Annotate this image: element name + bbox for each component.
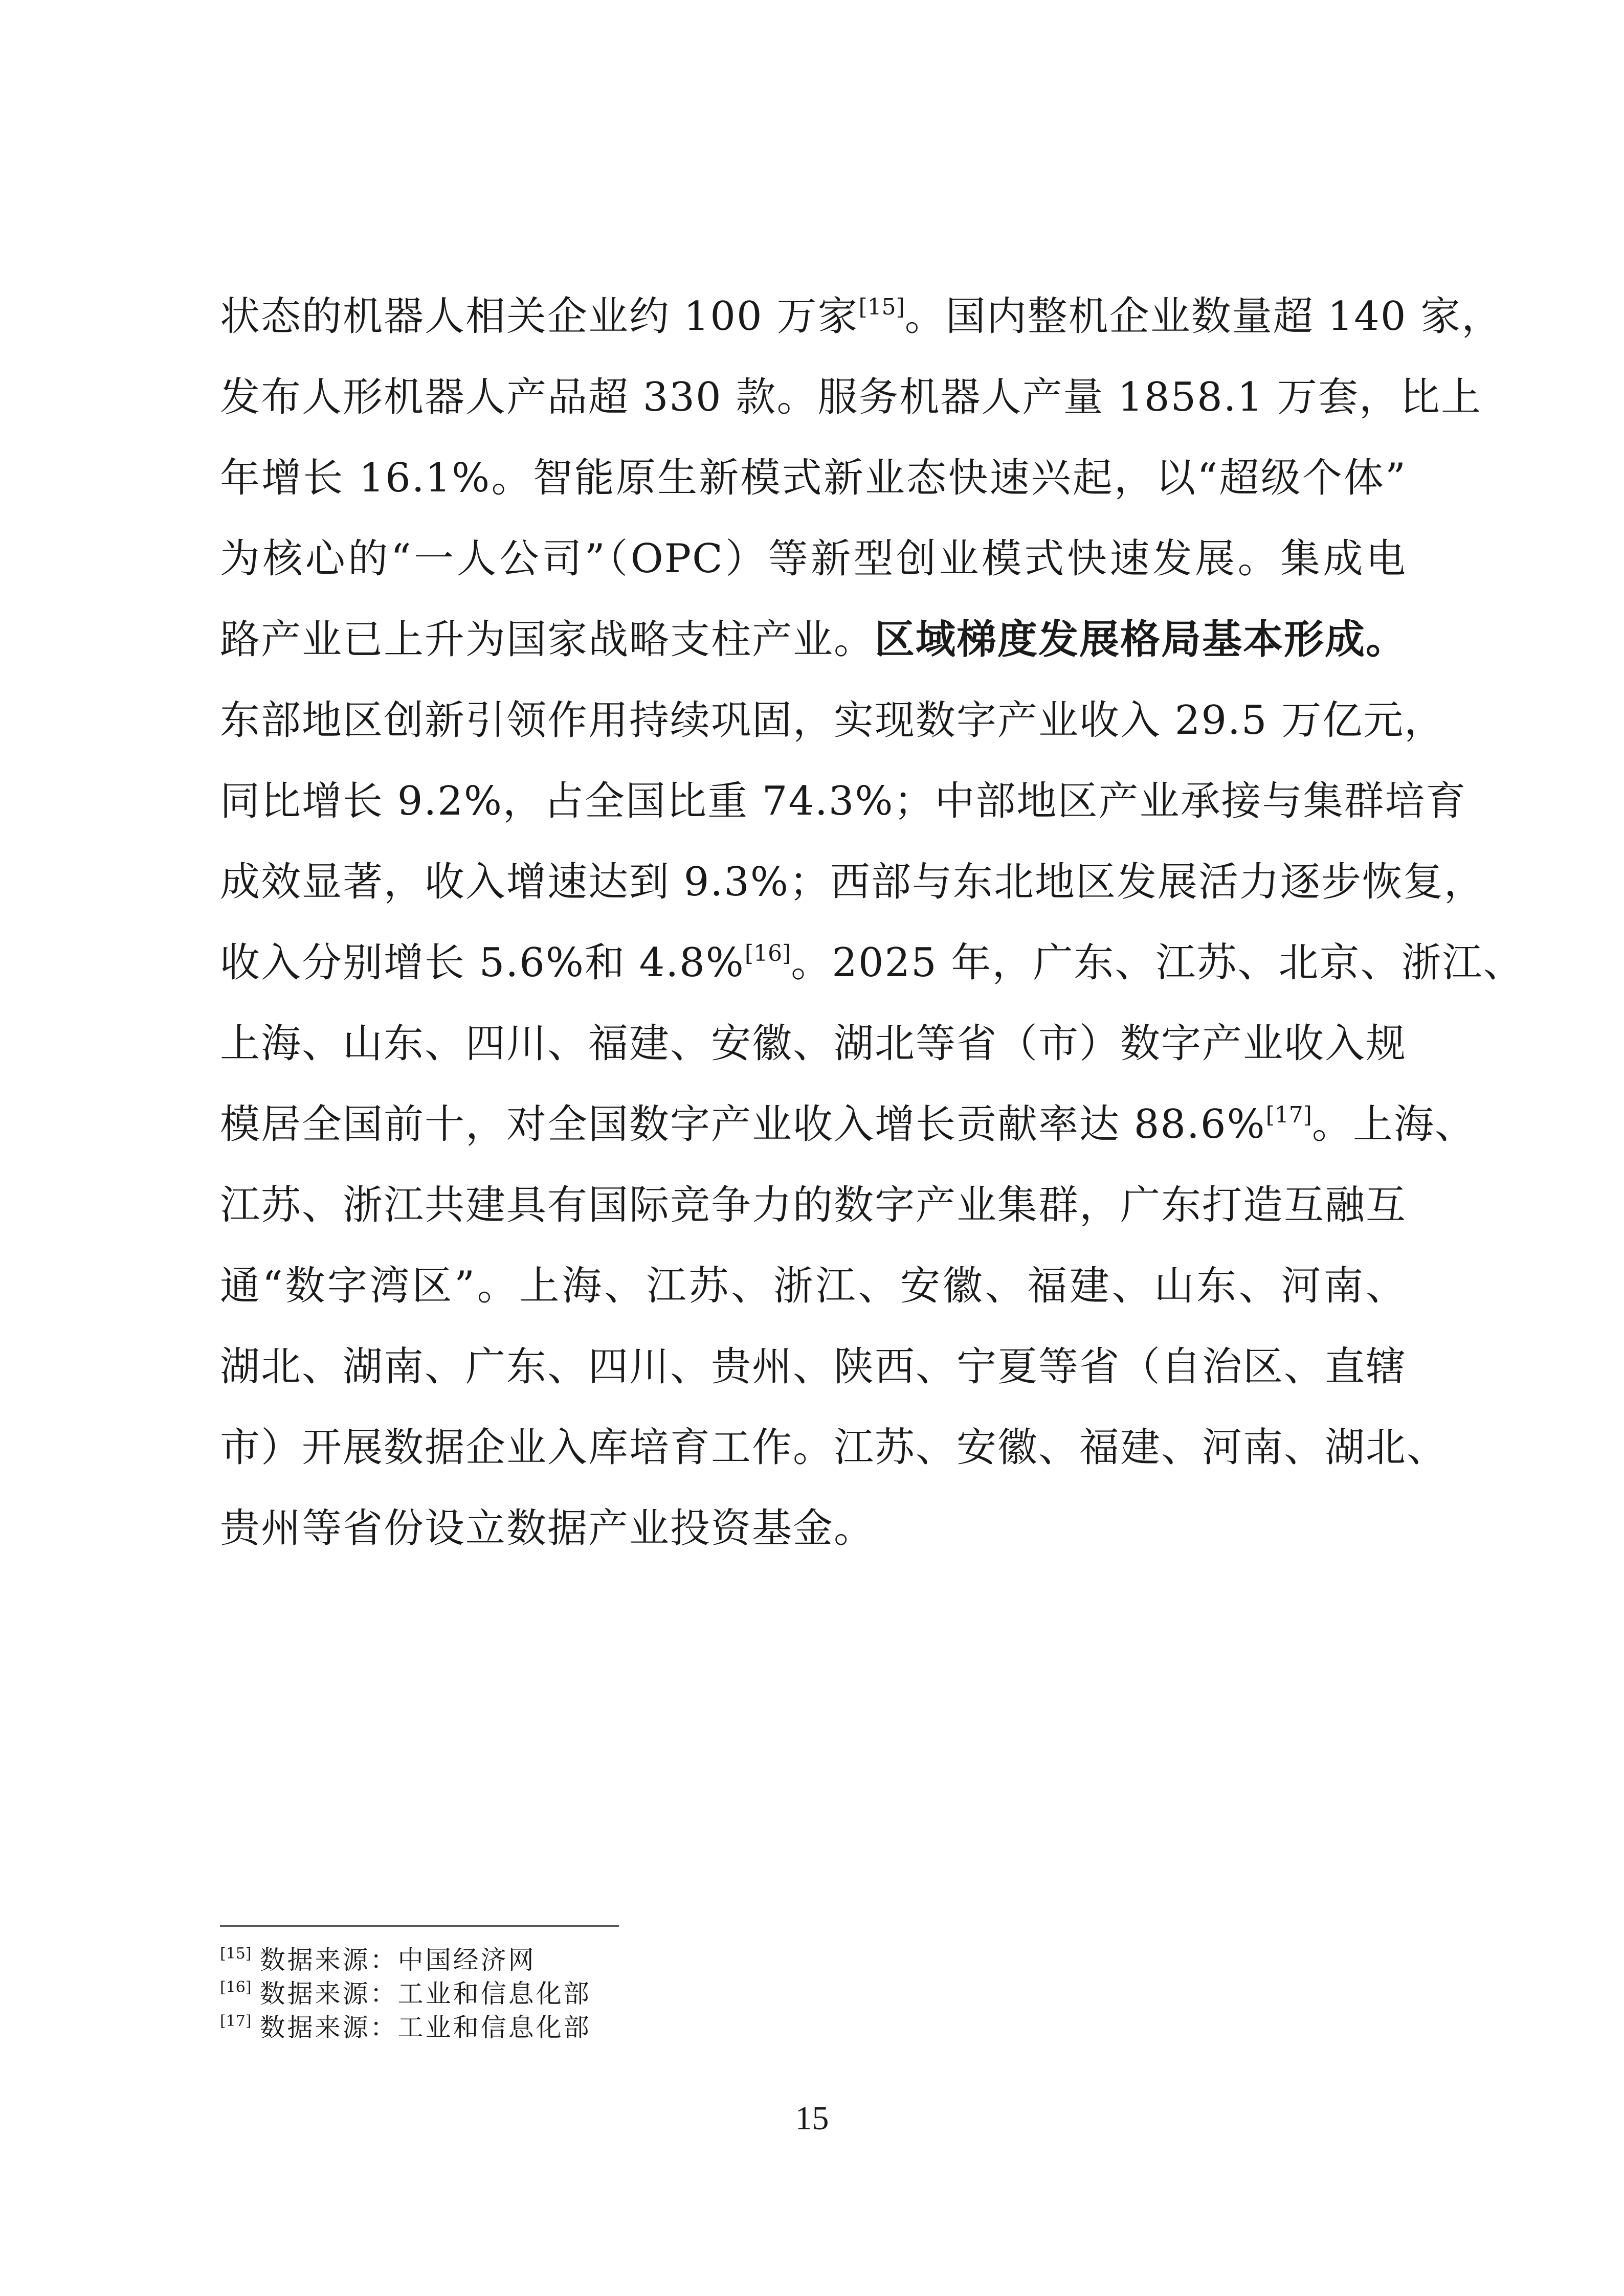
footnote-item bbox=[220, 1977, 936, 2011]
body-line: 成效显著，收入增速达到 9.3%；西部与东北地区发展活力逐步恢复， bbox=[220, 859, 1485, 905]
footnote-divider bbox=[220, 1925, 619, 1927]
body-line: 为核心的“一人公司”（OPC）等新型创业模式快速发展。集成电 bbox=[220, 536, 1407, 582]
body-paragraph bbox=[220, 276, 1524, 1569]
body-line: 东部地区创新引领作用持续巩固，实现数字产业收入 29.5 万亿元， bbox=[220, 697, 1445, 744]
footnotes bbox=[220, 1943, 936, 2044]
footnote-ref-17[interactable]: [17] bbox=[1265, 1102, 1312, 1128]
footnote-ref-15[interactable]: [15] bbox=[858, 294, 905, 320]
text-run: 。2025 年，广东、江苏、北京、浙江、 bbox=[791, 940, 1524, 986]
footnote-text: 数据来源：工业和信息化部 bbox=[259, 1979, 591, 2009]
text-run: 收入分别增长 5.6%和 4.8% bbox=[220, 940, 745, 986]
footnote-number: [16] bbox=[220, 1978, 252, 1996]
body-line: 发布人形机器人产品超 330 款。服务机器人产量 1858.1 万套，比上 bbox=[220, 374, 1482, 420]
body-line bbox=[220, 1084, 1476, 1165]
footnote-text: 数据来源：中国经济网 bbox=[259, 1945, 536, 1975]
text-run: 状态的机器人相关企业约 100 万家 bbox=[220, 294, 859, 340]
text-run: 路产业已上升为国家战略支柱产业。 bbox=[220, 617, 875, 663]
text-run: 。国内整机企业数量超 140 家， bbox=[904, 294, 1503, 340]
body-line: 江苏、浙江共建具有国际竞争力的数字产业集群，广东打造互融互 bbox=[220, 1182, 1407, 1228]
text-run: 。上海、 bbox=[1311, 1101, 1476, 1147]
footnote-item bbox=[220, 2011, 936, 2044]
body-line: 市）开展数据企业入库培育工作。江苏、安徽、福建、河南、湖北、 bbox=[220, 1425, 1448, 1471]
body-line bbox=[220, 922, 1524, 1003]
text-run: 模居全国前十，对全国数字产业收入增长贡献率达 88.6% bbox=[220, 1101, 1266, 1147]
page-number: 15 bbox=[795, 2100, 829, 2137]
footnote-text: 数据来源：工业和信息化部 bbox=[259, 2013, 591, 2042]
footnote-item bbox=[220, 1943, 936, 1977]
footnote-ref-16[interactable]: [16] bbox=[744, 940, 791, 966]
footnote-number: [15] bbox=[220, 1945, 252, 1963]
footnote-number: [17] bbox=[220, 2012, 252, 2030]
body-line: 上海、山东、四川、福建、安徽、湖北等省（市）数字产业收入规 bbox=[220, 1021, 1407, 1067]
body-line: 年增长 16.1%。智能原生新模式新业态快速兴起，以“超级个体” bbox=[220, 455, 1407, 501]
body-line bbox=[220, 276, 1503, 357]
bold-heading-run: 区域梯度发展格局基本形成。 bbox=[875, 617, 1407, 663]
body-line: 湖北、湖南、广东、四川、贵州、陕西、宁夏等省（自治区、直辖 bbox=[220, 1344, 1407, 1390]
body-line: 通“数字湾区”。上海、江苏、浙江、安徽、福建、山东、河南、 bbox=[220, 1263, 1407, 1309]
body-line: 同比增长 9.2%，占全国比重 74.3%；中部地区产业承接与集群培育 bbox=[220, 778, 1467, 824]
body-line: 贵州等省份设立数据产业投资基金。 bbox=[220, 1505, 875, 1551]
body-line bbox=[220, 599, 1407, 680]
